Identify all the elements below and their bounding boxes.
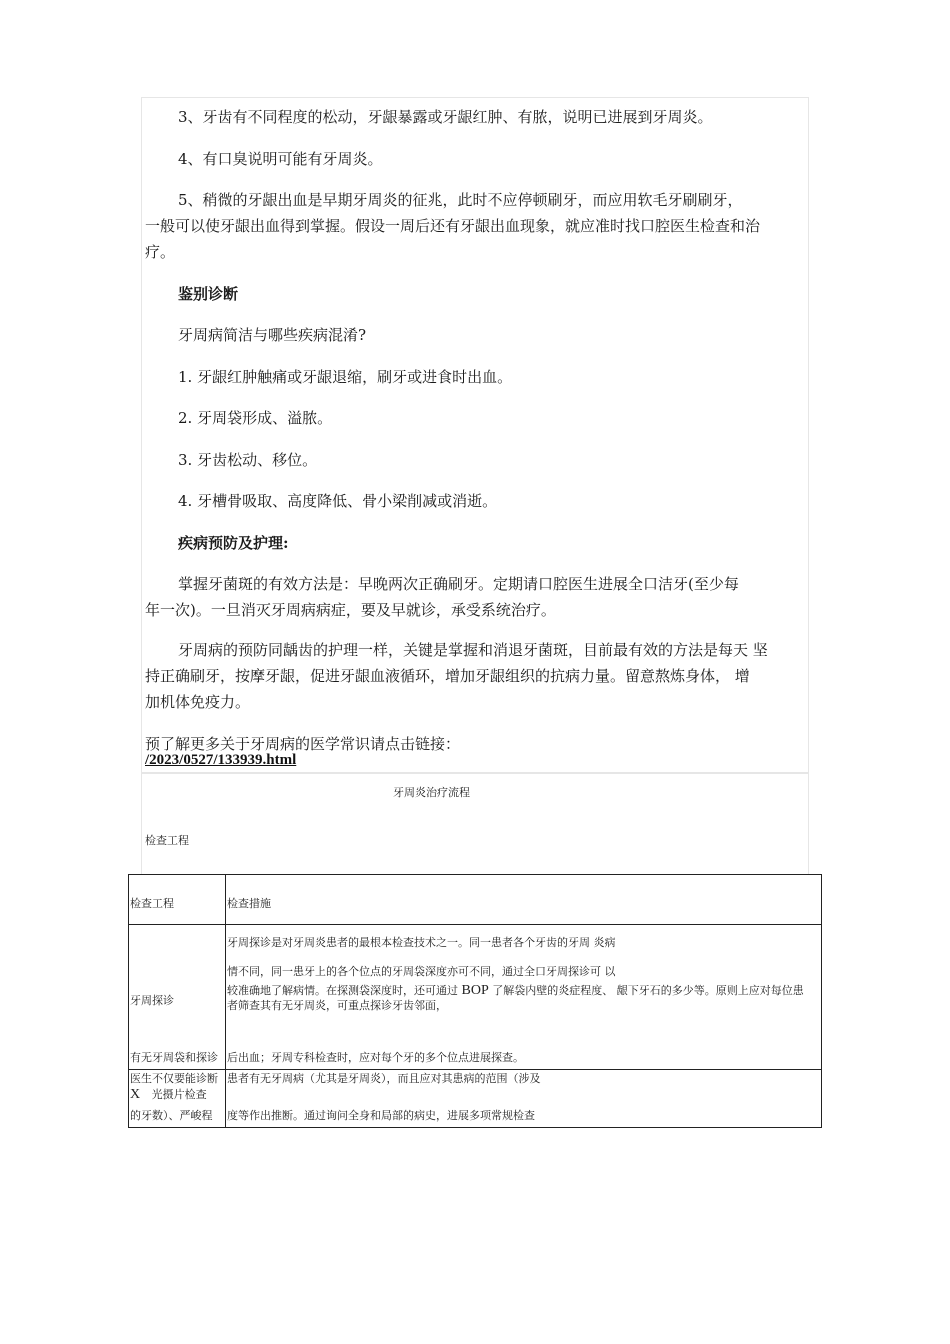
bop-label: BOP <box>461 983 489 998</box>
xray-x-label: X <box>130 1087 141 1102</box>
paragraph-3: 3、牙齿有不同程度的松动，牙龈暴露或牙龈红肿、有脓，说明已进展到牙周炎。 <box>178 108 713 126</box>
heading-prevention: 疾病预防及护理: <box>178 534 289 552</box>
table-cell-probing-line-3 <box>227 983 821 998</box>
table-cell-probing-line-1: 牙周探诊是对牙周炎患者的最根本检查技术之一。同一患者各个牙齿的牙周 炎病 <box>227 936 616 949</box>
table-cell-probing-name: 牙周探诊 <box>130 994 174 1007</box>
article-link[interactable]: /2023/0527/133939.html <box>145 752 297 768</box>
paragraph-5-line-1: 5、稍微的牙龈出血是早期牙周炎的征兆，此时不应停顿刷牙，而应用软毛牙刷刷牙， <box>178 191 743 209</box>
table-cell-xray-method-line-1: 患者有无牙周病（尤其是牙周炎），而且应对其患病的范围（涉及 <box>227 1072 541 1085</box>
table-row-divider-2 <box>129 1069 821 1070</box>
diagnosis-item-3: 3. 牙齿松动、移位。 <box>178 451 318 469</box>
table-header-item: 检查工程 <box>130 897 174 910</box>
table-cell-probing-bottom-name: 有无牙周袋和探诊 <box>130 1051 218 1064</box>
table-cell-probing-bottom-method: 后出血；牙周专科检查时，应对每个牙的多个位点进展探查。 <box>227 1051 524 1064</box>
table-cell-probing-line-4: 者筛查其有无牙周炎，可重点探诊牙齿邻面， <box>227 999 447 1012</box>
prevention-1-line-2: 年一次)。一旦消灭牙周病病症，要及早就诊，承受系统治疗。 <box>145 601 556 619</box>
paragraph-5-line-2: 一般可以使牙龈出血得到掌握。假设一周后还有牙龈出血现象，就应准时找口腔医生检查和治 <box>145 217 761 235</box>
table-cell-xray-method-line-2: 度等作出推断。通过询问全身和局部的病史，进展多项常规检查 <box>227 1109 535 1122</box>
paragraph-5-line-3: 疗。 <box>145 243 176 261</box>
table-column-divider <box>225 875 226 1127</box>
more-info-text: 预了解更多关于牙周病的医学常识请点击链接： <box>145 735 461 753</box>
table-cell-xray-line-1: 医生不仅要能诊断 <box>130 1072 218 1085</box>
examination-table <box>128 874 822 1128</box>
prevention-2-line-2: 持正确刷牙，按摩牙龈，促进牙龈血液循环，增加牙龈组织的抗病力量。留意熬炼身体， 增 <box>145 667 750 685</box>
table-row-divider-1 <box>129 924 821 925</box>
diagnosis-item-1: 1. 牙龈红肿触痛或牙龈退缩，刷牙或进食时出血。 <box>178 368 513 386</box>
probing-line-3-part-b: 了解袋内壁的炎症程度、 龈下牙石的多少等。原则上应对每位患 <box>492 984 804 997</box>
section-label: 检查工程 <box>145 834 189 847</box>
prevention-2-line-1: 牙周病的预防同龋齿的护理一样，关键是掌握和消退牙菌斑，目前最有效的方法是每天 坚 <box>178 641 768 659</box>
table-cell-probing-line-2: 情不同，同一患牙上的各个位点的牙周袋深度亦可不同，通过全口牙周探诊可 以 <box>227 965 616 978</box>
section-title: 牙周炎治疗流程 <box>393 786 470 799</box>
section-frame <box>141 773 809 874</box>
diagnosis-question: 牙周病简洁与哪些疾病混淆? <box>178 326 367 344</box>
probing-line-3-part-a: 较准确地了解病情。在探测袋深度时，还可通过 <box>227 984 458 997</box>
diagnosis-item-4: 4. 牙槽骨吸取、高度降低、骨小梁削减或消逝。 <box>178 492 498 510</box>
xray-label: 光摄片检查 <box>151 1088 207 1101</box>
paragraph-4: 4、有口臭说明可能有牙周炎。 <box>178 150 383 168</box>
heading-diagnosis: 鉴别诊断 <box>178 285 239 303</box>
table-header-method: 检查措施 <box>227 897 271 910</box>
diagnosis-item-2: 2. 牙周袋形成、溢脓。 <box>178 409 333 427</box>
prevention-1-line-1: 掌握牙菌斑的有效方法是：早晚两次正确刷牙。定期请口腔医生进展全口洁牙(至少每 <box>178 575 739 593</box>
table-cell-xray-line-3: 的牙数）、严峻程 <box>130 1109 213 1122</box>
prevention-2-line-3: 加机体免疫力。 <box>145 693 251 711</box>
table-cell-xray-line-2 <box>130 1087 224 1102</box>
